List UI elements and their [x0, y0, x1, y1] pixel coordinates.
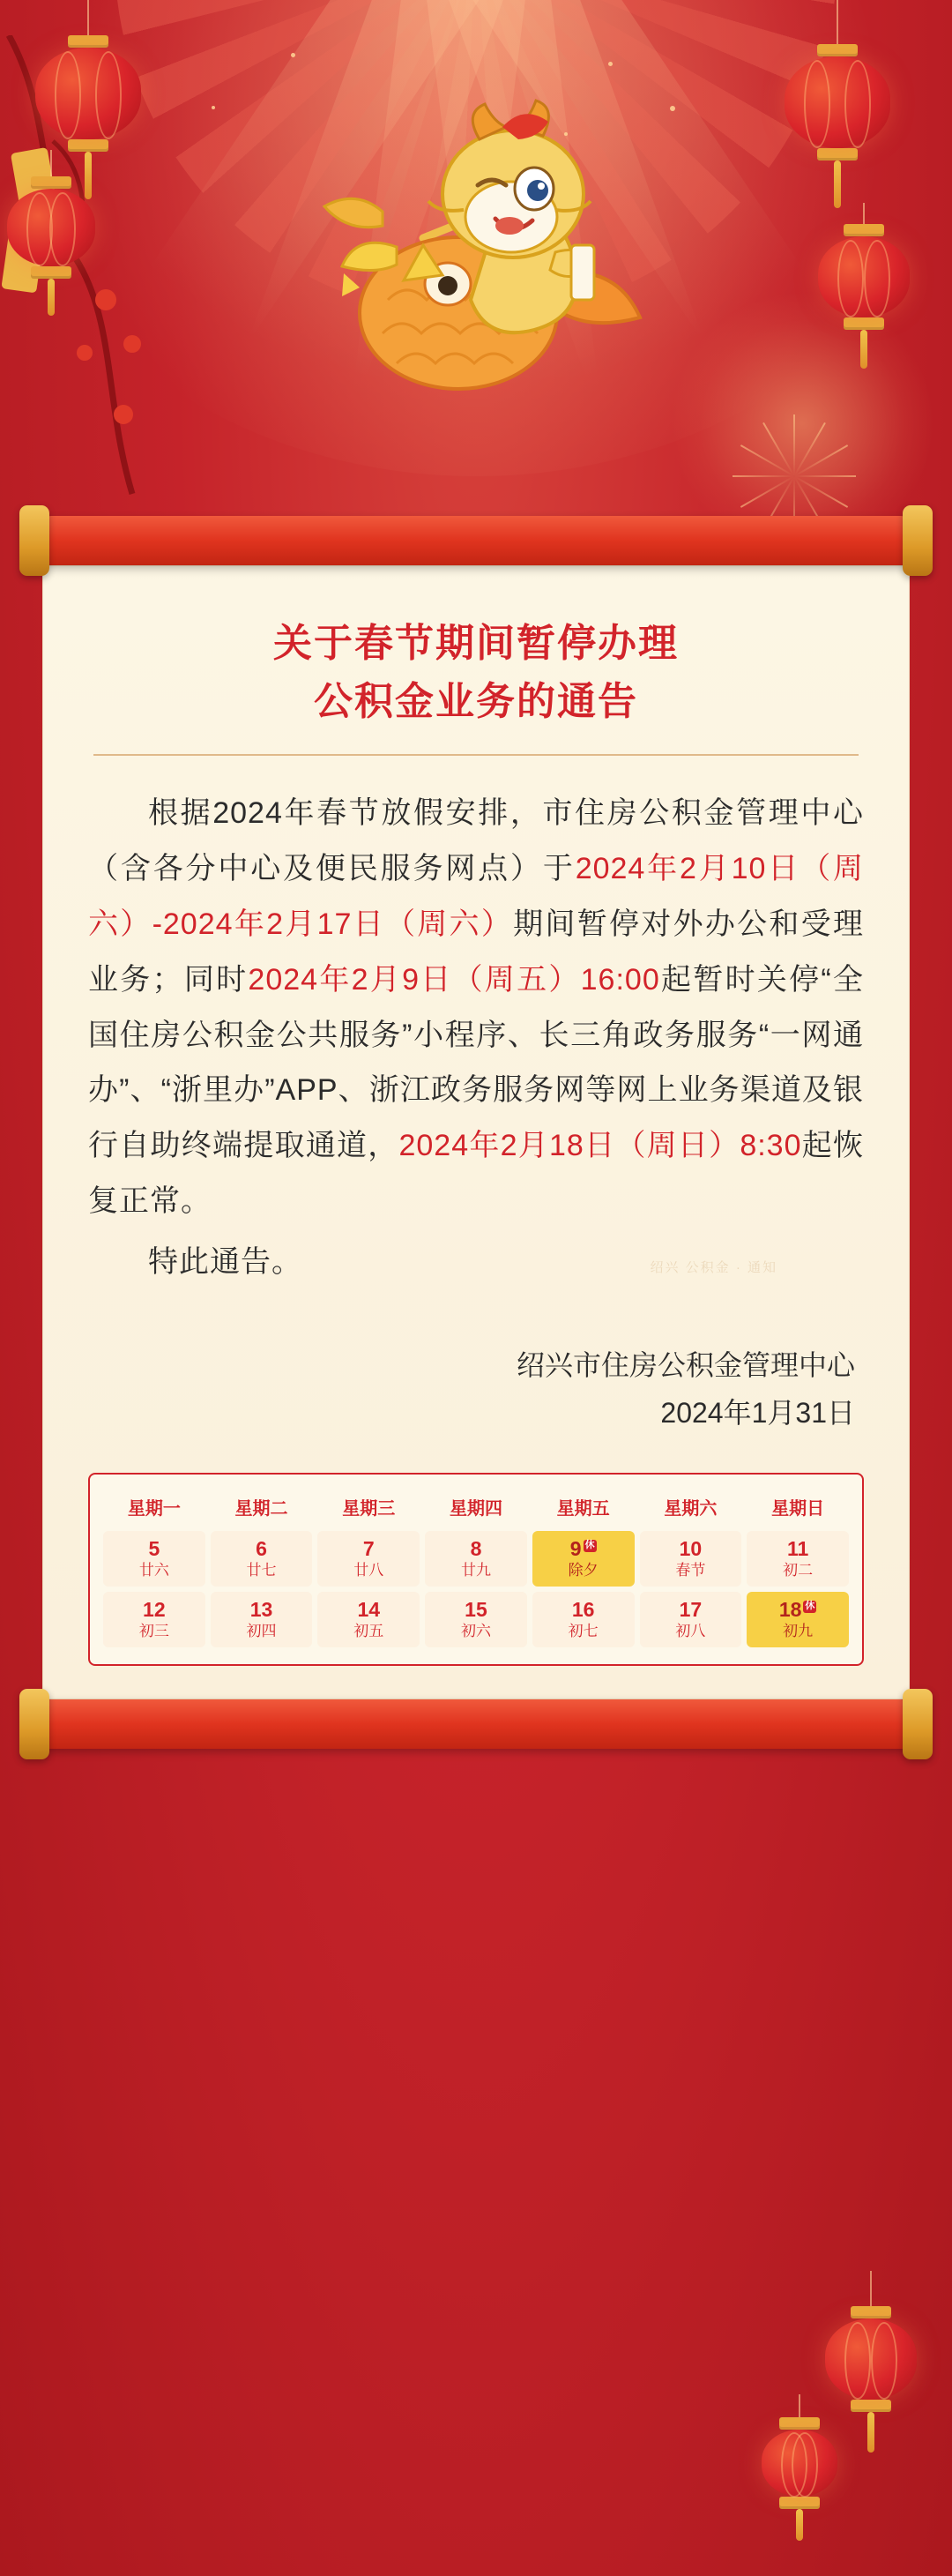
weekday-header: 星期一: [127, 1498, 181, 1519]
calendar-cell[interactable]: [640, 1592, 742, 1647]
body-part-4: 起恢复正常。: [88, 1129, 865, 1219]
scroll-knob-right-bottom: [903, 1689, 933, 1759]
spark: [291, 53, 295, 57]
calendar-cell-holiday[interactable]: [747, 1592, 849, 1647]
cell-day: 6: [256, 1536, 267, 1560]
cell-lunar: 初七: [568, 1622, 599, 1639]
calendar-cell[interactable]: [747, 1531, 849, 1587]
body-part-2: 期间暂停对外办公和受理业务；同时: [88, 907, 865, 997]
weekday-header: 星期日: [771, 1498, 825, 1519]
weekday-header: 星期二: [234, 1498, 288, 1519]
cell-lunar: 初二: [783, 1561, 814, 1579]
title-line-1: 关于春节期间暂停办理: [273, 622, 679, 665]
calendar-cell[interactable]: [317, 1592, 420, 1647]
title-divider: [93, 754, 859, 756]
spark: [670, 106, 675, 111]
holiday-badge: 休: [805, 1601, 815, 1612]
lantern-icon: [762, 2394, 837, 2541]
weekday-header: 星期五: [556, 1498, 610, 1519]
lantern-icon: [7, 150, 95, 316]
cell-day: 5: [148, 1536, 160, 1560]
weekday-header: 星期四: [449, 1498, 502, 1519]
body-highlight-3: 2024年2月18日（周日）8:30: [398, 1129, 802, 1163]
notice-paragraph-1: [88, 786, 864, 1229]
cell-day: 15: [465, 1597, 487, 1621]
calendar-cell[interactable]: [532, 1592, 635, 1647]
calendar-cell[interactable]: [317, 1531, 420, 1587]
scroll-knob-right: [903, 505, 933, 576]
cell-day: 11: [786, 1536, 809, 1560]
cell-lunar: 初九: [783, 1622, 814, 1639]
cell-day: 14: [357, 1597, 381, 1621]
cell-day: 10: [679, 1536, 703, 1560]
cell-day: 13: [249, 1597, 273, 1621]
cell-lunar: 除夕: [568, 1561, 599, 1579]
cell-day: 16: [571, 1597, 595, 1621]
weekday-header: 星期三: [342, 1498, 396, 1519]
calendar-cell[interactable]: [425, 1531, 527, 1587]
calendar-row: [100, 1589, 852, 1650]
holiday-calendar: [88, 1473, 864, 1666]
lantern-icon: [818, 203, 910, 369]
notice-scroll: [42, 516, 910, 1749]
calendar-cell[interactable]: [640, 1531, 742, 1587]
holiday-badge: 休: [584, 1540, 595, 1551]
watermark: 绍兴 公积金 · 通知: [650, 1260, 777, 1276]
notice-body: [88, 786, 864, 1290]
signature-date: 2024年1月31日: [660, 1397, 855, 1430]
spark: [608, 62, 613, 66]
calendar-row: [100, 1528, 852, 1589]
cell-lunar: 廿六: [138, 1561, 169, 1579]
spark: [212, 106, 215, 109]
cell-lunar: 初六: [460, 1622, 491, 1639]
weekday-header: 星期六: [664, 1498, 718, 1519]
title-line-2: 公积金业务的通告: [314, 680, 638, 723]
cell-lunar: 春节: [675, 1561, 706, 1579]
cell-day: 8: [470, 1536, 482, 1560]
calendar-table: [100, 1487, 852, 1650]
calendar-cell[interactable]: [211, 1531, 313, 1587]
notice-paper: [42, 565, 910, 1699]
cell-lunar: 初三: [138, 1622, 169, 1639]
body-highlight-2: 2024年2月9日（周五）16:00: [248, 962, 660, 997]
dragon-mascot-icon: [291, 97, 661, 414]
calendar-cell[interactable]: [211, 1592, 313, 1647]
calendar-cell[interactable]: [103, 1531, 205, 1587]
body-highlight-1: 2024年2月10日（周六）-2024年2月17日（周六）: [88, 851, 864, 941]
cell-day: 18 休: [778, 1597, 815, 1621]
calendar-header-row: [100, 1487, 852, 1528]
notice-paragraph-2: 特此通告。: [148, 1245, 302, 1280]
scroll-rod-top: [42, 516, 910, 565]
body-part-3: 起暂时关停“全国住房公积金公共服务”小程序、长三角政务服务“一网通办”、“浙里办”APP、浙江政务服务网等网上业务渠道及银行自助终端提取通道，: [88, 962, 865, 1163]
signature-org: 绍兴市住房公积金管理中心: [516, 1349, 855, 1382]
cell-day: 7: [362, 1536, 375, 1560]
page-title: [88, 615, 864, 731]
calendar-cell[interactable]: [425, 1592, 527, 1647]
cell-lunar: 初五: [353, 1622, 384, 1639]
cell-day: 12: [143, 1597, 166, 1621]
scroll-rod-bottom: [42, 1699, 910, 1749]
calendar-cell-holiday[interactable]: [532, 1531, 635, 1587]
lantern-icon: [785, 0, 890, 208]
cell-day: 17: [679, 1597, 703, 1621]
cell-lunar: 初四: [246, 1622, 277, 1639]
scroll-knob-left-bottom: [19, 1689, 49, 1759]
cell-lunar: 廿八: [353, 1561, 384, 1579]
calendar-cell[interactable]: [103, 1592, 205, 1647]
cell-day: 9 休: [569, 1536, 595, 1560]
cell-lunar: 廿七: [246, 1561, 277, 1579]
scroll-knob-left: [19, 505, 49, 576]
cell-lunar: 初八: [675, 1622, 706, 1639]
calendar-body: [100, 1528, 852, 1650]
lantern-icon: [825, 2271, 917, 2453]
cell-lunar: 廿九: [460, 1561, 491, 1579]
body-part-1: 根据2024年春节放假安排，市住房公积金管理中心（含各分中心及便民服务网点）于: [88, 796, 864, 885]
